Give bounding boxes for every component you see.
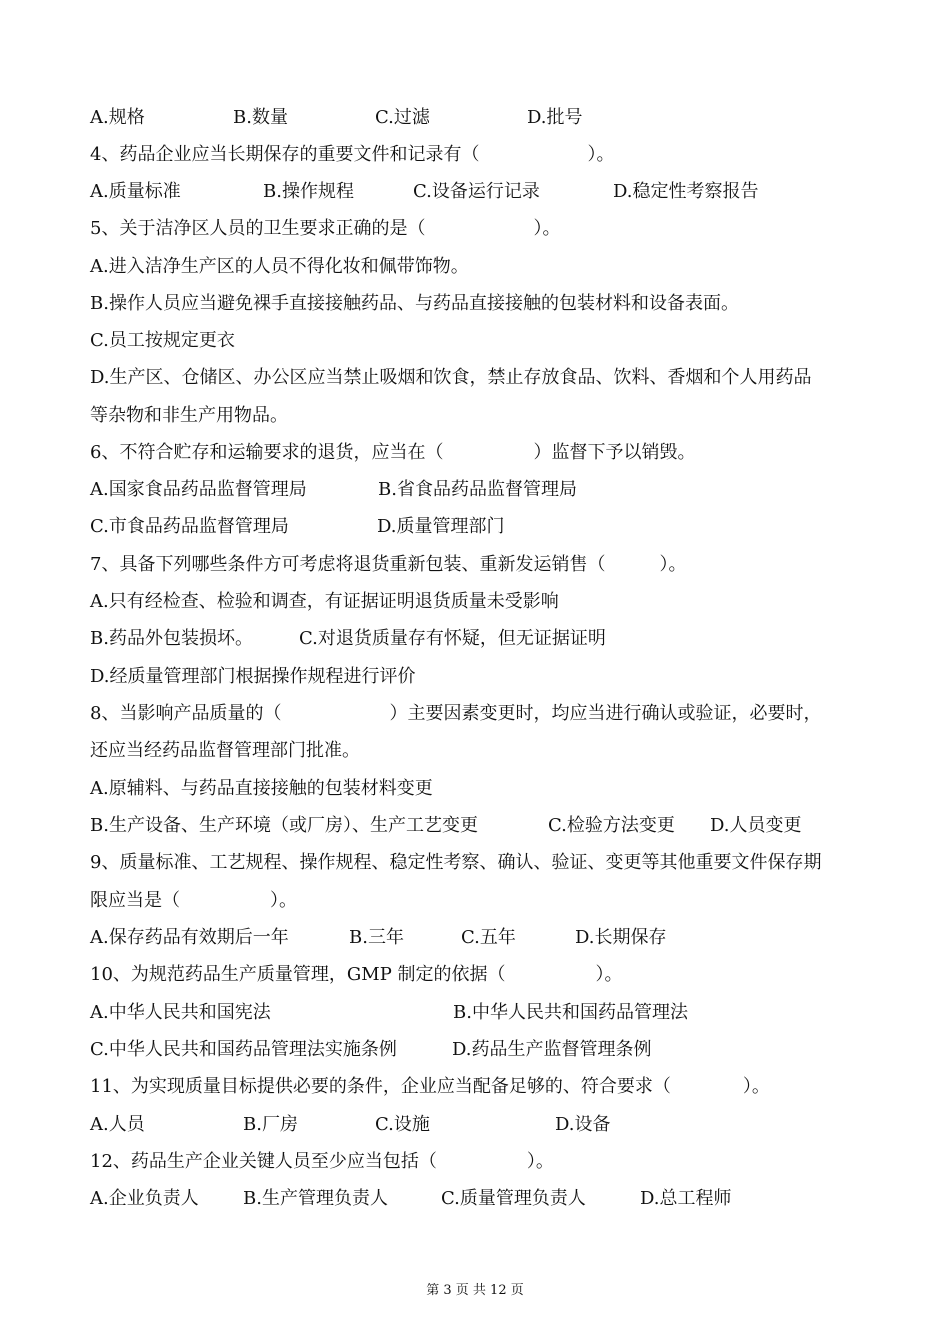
text-line: 8、当影响产品质量的（ ）主要因素变更时，均应当进行确认或验证，必要时， bbox=[90, 703, 822, 724]
answer-option: C.质量管理负责人 bbox=[441, 1188, 586, 1209]
answer-option: B.省食品药品监督管理局 bbox=[378, 479, 577, 500]
answer-option: A.国家食品药品监督管理局 bbox=[90, 479, 307, 500]
answer-option: B.数量 bbox=[233, 107, 288, 128]
answer-option: D.药品生产监督管理条例 bbox=[452, 1039, 652, 1060]
text-line: 9、质量标准、工艺规程、操作规程、稳定性考察、确认、验证、变更等其他重要文件保存期 bbox=[90, 852, 822, 873]
text-line: 6、不符合贮存和运输要求的退货，应当在（ ）监督下予以销毁。 bbox=[90, 442, 696, 463]
text-line: 10、为规范药品生产质量管理，GMP 制定的依据（ ）。 bbox=[90, 964, 623, 985]
answer-option: C.五年 bbox=[461, 927, 516, 948]
text-line: B.操作人员应当避免裸手直接接触药品、与药品直接接触的包装材料和设备表面。 bbox=[90, 293, 739, 314]
text-line: 5、关于洁净区人员的卫生要求正确的是（ ）。 bbox=[90, 218, 561, 239]
answer-option: B.操作规程 bbox=[263, 181, 354, 202]
answer-option: D.批号 bbox=[527, 107, 583, 128]
answer-option: A.保存药品有效期后一年 bbox=[90, 927, 289, 948]
answer-option: B.生产管理负责人 bbox=[243, 1188, 388, 1209]
text-line: A.原辅料、与药品直接接触的包装材料变更 bbox=[90, 778, 433, 799]
text-line: 12、药品生产企业关键人员至少应当包括（ ）。 bbox=[90, 1151, 554, 1172]
answer-option: A.人员 bbox=[90, 1114, 145, 1135]
text-line: 7、具备下列哪些条件方可考虑将退货重新包装、重新发运销售（ ）。 bbox=[90, 554, 687, 575]
text-line: 限应当是（ ）。 bbox=[90, 890, 297, 911]
page-footer: 第 3 页 共 12 页 bbox=[426, 1283, 524, 1298]
text-line: 11、为实现质量目标提供必要的条件，企业应当配备足够的、符合要求（ ）。 bbox=[90, 1076, 770, 1097]
text-line: C.员工按规定更衣 bbox=[90, 330, 235, 351]
text-line: 4、药品企业应当长期保存的重要文件和记录有（ ）。 bbox=[90, 144, 615, 165]
text-line: A.进入洁净生产区的人员不得化妆和佩带饰物。 bbox=[90, 256, 469, 277]
answer-option: C.过滤 bbox=[375, 107, 430, 128]
answer-option: C.设备运行记录 bbox=[413, 181, 540, 202]
text-line: 还应当经药品监督管理部门批准。 bbox=[90, 740, 360, 761]
answer-option: C.中华人民共和国药品管理法实施条例 bbox=[90, 1039, 397, 1060]
answer-option: B.中华人民共和国药品管理法 bbox=[453, 1002, 688, 1023]
answer-option: C.检验方法变更 bbox=[548, 815, 675, 836]
text-line: A.只有经检查、检验和调查，有证据证明退货质量未受影响 bbox=[90, 591, 559, 612]
answer-option: B.厂房 bbox=[243, 1114, 298, 1135]
answer-option: A.企业负责人 bbox=[90, 1188, 199, 1209]
answer-option: C.对退货质量存有怀疑，但无证据证明 bbox=[299, 628, 606, 649]
text-line: D.生产区、仓储区、办公区应当禁止吸烟和饮食，禁止存放食品、饮料、香烟和个人用药品 bbox=[90, 367, 812, 388]
answer-option: B.药品外包装损坏。 bbox=[90, 628, 253, 649]
answer-option: A.中华人民共和国宪法 bbox=[90, 1002, 271, 1023]
answer-option: D.稳定性考察报告 bbox=[613, 181, 759, 202]
answer-option: C.设施 bbox=[375, 1114, 430, 1135]
answer-option: B.生产设备、生产环境（或厂房）、生产工艺变更 bbox=[90, 815, 478, 836]
answer-option: B.三年 bbox=[349, 927, 404, 948]
text-line: D.经质量管理部门根据操作规程进行评价 bbox=[90, 666, 416, 687]
answer-option: D.质量管理部门 bbox=[377, 516, 505, 537]
answer-option: D.长期保存 bbox=[575, 927, 667, 948]
answer-option: A.质量标准 bbox=[90, 181, 181, 202]
answer-option: D.人员变更 bbox=[710, 815, 802, 836]
answer-option: C.市食品药品监督管理局 bbox=[90, 516, 289, 537]
answer-option: A.规格 bbox=[90, 107, 145, 128]
answer-option: D.总工程师 bbox=[640, 1188, 732, 1209]
answer-option: D.设备 bbox=[555, 1114, 611, 1135]
text-line: 等杂物和非生产用物品。 bbox=[90, 405, 288, 426]
